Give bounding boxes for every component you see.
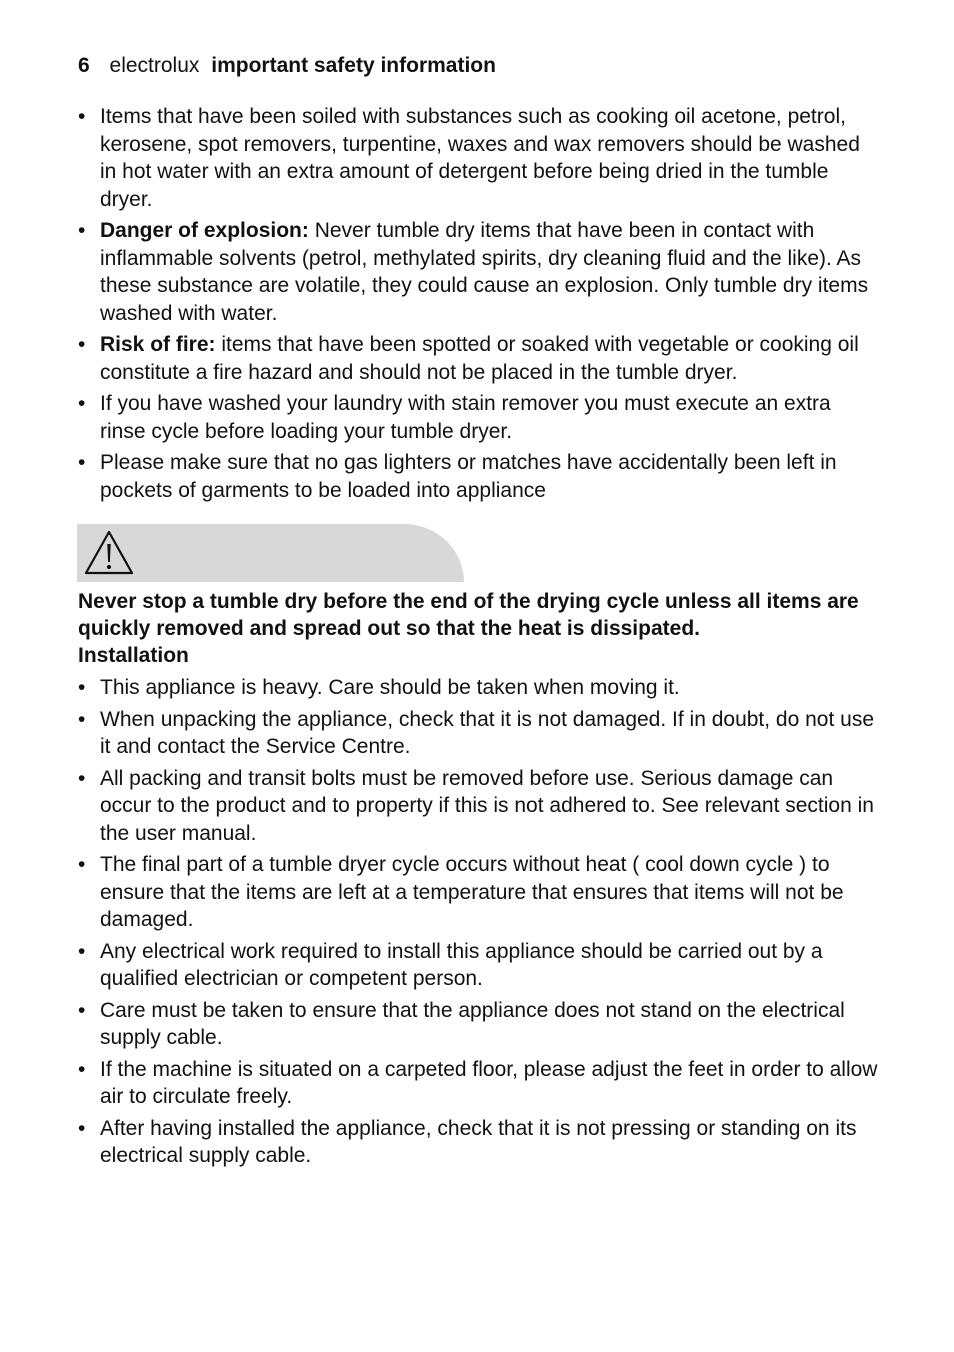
item-text: When unpacking the appliance, check that it is not damaged. If in doubt, do not use it and contact the Service Centre. <box>100 707 875 758</box>
list-item <box>78 331 878 386</box>
bullet: • <box>78 219 86 242</box>
brand-name: electrolux <box>109 54 200 77</box>
bullet: • <box>78 392 86 415</box>
bullet: • <box>78 451 86 474</box>
item-text: The final part of a tumble dryer cycle occurs without heat ( cool down cycle ) to ensure that the items are left at a temperature that ensures that items will not be damaged. <box>100 853 844 931</box>
item-text: All packing and transit bolts must be removed before use. Serious damage can occur to the product and to property if this is not adhered to. See relevant section in the user manual. <box>100 766 874 845</box>
item-text: items that have been spotted or soaked with vegetable or cooking oil constitute a fire hazard and should not be placed in the tumble dryer. <box>100 333 859 384</box>
item-lead: Danger of explosion: <box>100 219 309 242</box>
list-item <box>78 217 878 327</box>
item-text: Care must be taken to ensure that the appliance does not stand on the electrical supply cable. <box>100 998 845 1049</box>
item-text: Never tumble dry items that have been in contact with inflammable solvents (petrol, methylated spirits, dry cleaning fluid and the like). As these substance are volatile, they could cause an explosion. Only tumble dry items washed with water. <box>100 219 869 325</box>
warning-line: Never stop a tumble dry before the end of the drying cycle unless all items are quickly removed and spread out so that the heat is dissipated. <box>78 590 859 640</box>
page-header <box>78 52 496 79</box>
list-item <box>78 449 878 504</box>
bullet: • <box>78 333 86 356</box>
list-item <box>78 1056 878 1111</box>
list-item <box>78 706 878 761</box>
list-item <box>78 765 878 848</box>
warning-triangle-icon <box>83 529 135 577</box>
section-title: important safety information <box>211 54 496 77</box>
item-lead: Risk of fire: <box>100 333 216 356</box>
list-item <box>78 851 878 934</box>
list-item <box>78 674 878 702</box>
item-text: This appliance is heavy. Care should be taken when moving it. <box>100 676 680 699</box>
bullet: • <box>78 1057 86 1081</box>
item-text: Please make sure that no gas lighters or matches have accidentally been left in pockets of garments to be loaded into appliance <box>100 451 837 502</box>
bullet: • <box>78 707 86 731</box>
bullet: • <box>78 766 86 790</box>
bullet: • <box>78 1116 86 1140</box>
installation-heading: Installation <box>78 644 189 667</box>
bullet: • <box>78 676 86 699</box>
list-item <box>78 938 878 993</box>
page-number: 6 <box>78 54 90 77</box>
warning-banner <box>77 524 464 582</box>
item-text: Items that have been soiled with substances such as cooking oil acetone, petrol, kerosene, spot removers, turpentine, waxes and wax removers should be washed in hot water with an extra amount of detergent before being dried in the tumble dryer. <box>100 105 860 211</box>
list-item <box>78 103 878 213</box>
bullet: • <box>78 998 86 1022</box>
list-item <box>78 390 878 445</box>
item-text: After having installed the appliance, check that it is not pressing or standing on its electrical supply cable. <box>100 1116 857 1167</box>
bullet: • <box>78 939 86 963</box>
bullet: • <box>78 105 86 128</box>
item-text: Any electrical work required to install this appliance should be carried out by a qualified electrician or competent person. <box>100 939 823 990</box>
item-text: If the machine is situated on a carpeted floor, please adjust the feet in order to allow air to circulate freely. <box>100 1057 878 1108</box>
safety-list <box>78 103 878 508</box>
installation-list <box>78 674 878 1174</box>
list-item <box>78 1115 878 1170</box>
warning-text <box>78 588 898 669</box>
list-item <box>78 997 878 1052</box>
bullet: • <box>78 853 86 876</box>
item-text: If you have washed your laundry with stain remover you must execute an extra rinse cycle before loading your tumble dryer. <box>100 392 831 443</box>
